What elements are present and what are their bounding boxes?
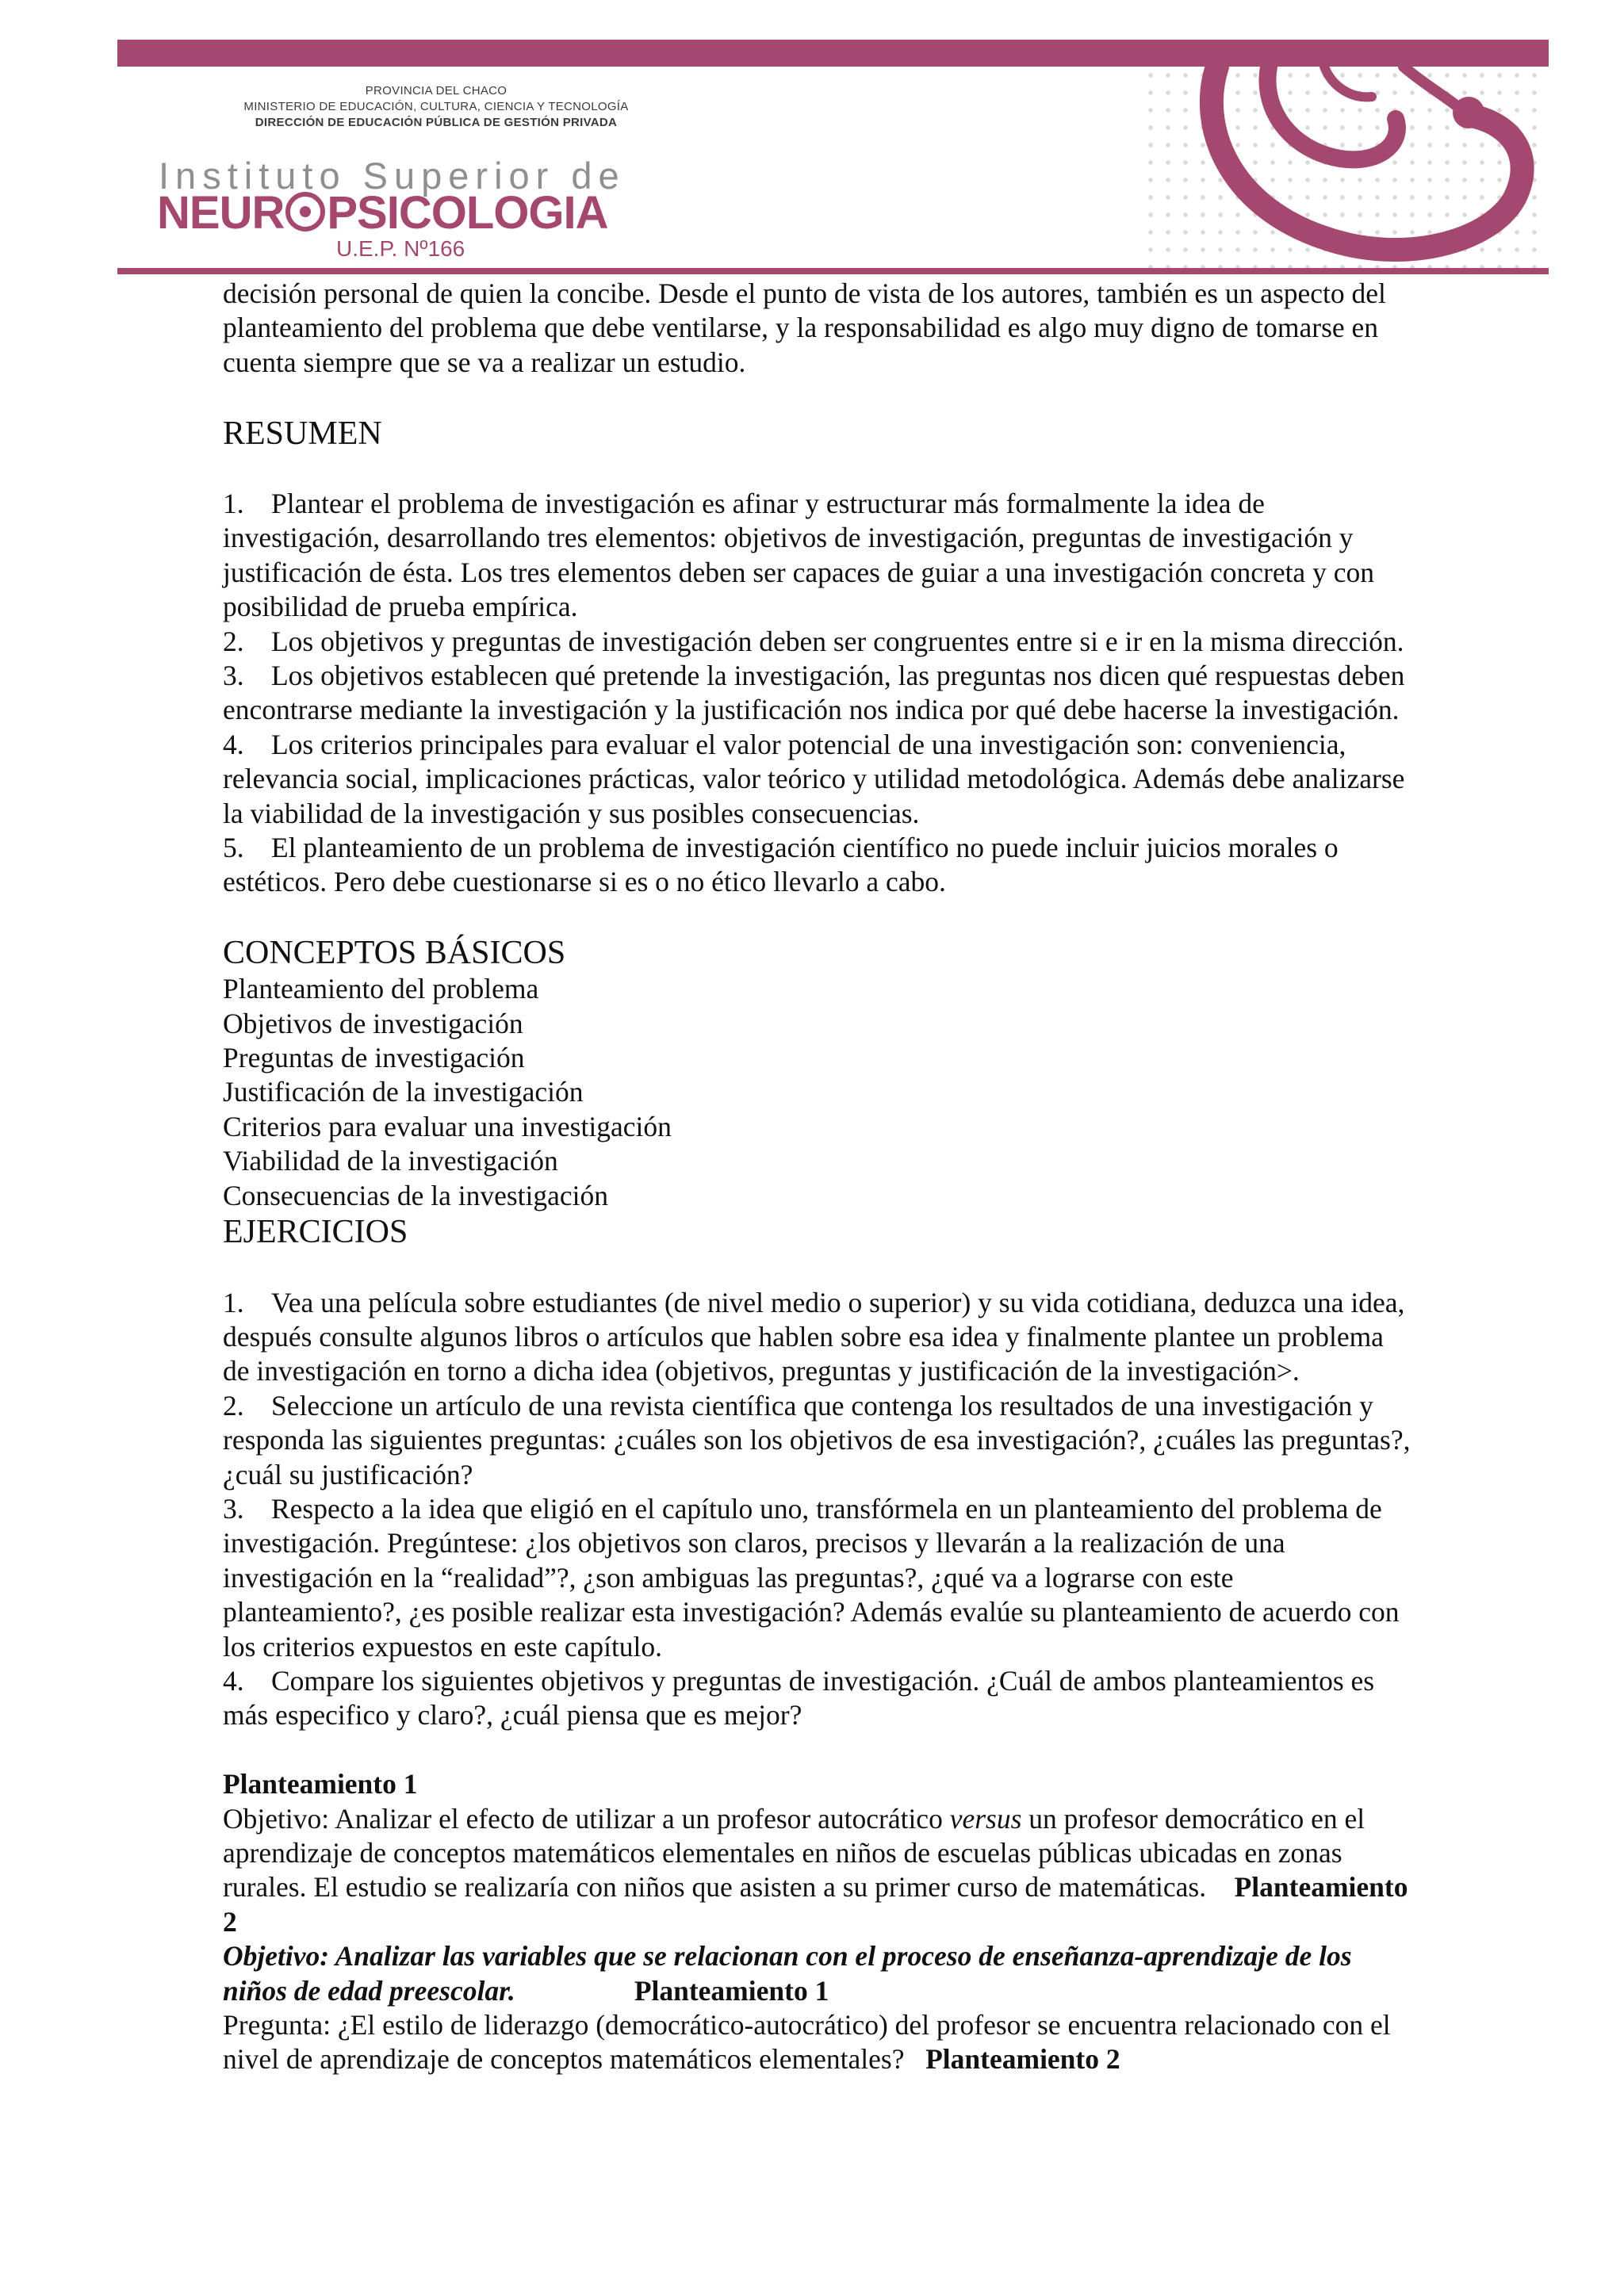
institute-title: Instituto Superior de (159, 155, 626, 197)
list-item: Objetivos de investigación (223, 1007, 523, 1039)
list-item: Criterios para evaluar una investigación (223, 1110, 672, 1142)
text-line: después consulte algunos libros o artículos que hablen sobre esa idea y finalmente plantee un problema (223, 1320, 1384, 1353)
list-item (223, 831, 1492, 900)
text-line: decisión personal de quien la concibe. Desde el punto de vista de los autores, también es un aspecto del (223, 277, 1386, 309)
text-line: encontrarse mediante la investigación y la justificación nos indica por qué debe hacerse la investigación. (223, 694, 1400, 726)
list-item (223, 625, 1492, 659)
uep-number: U.E.P. Nº166 (336, 236, 465, 261)
text-line: más especifico y claro?, ¿cuál piensa que es mejor? (223, 1699, 802, 1732)
list-item (223, 1664, 1492, 1733)
gov-line-ministry: MINISTERIO DE EDUCACIÓN, CULTURA, CIENCIA Y TECNOLOGÍA (243, 100, 629, 113)
text-line: niños de edad preescolar. Planteamiento 1 (223, 1974, 829, 2007)
text-line: 1. Plantear el problema de investigación es afinar y estructurar más formalmente la idea de (223, 487, 1492, 521)
list-item (223, 1492, 1492, 1664)
text-line: aprendizaje de conceptos matemáticos elementales en niños de escuelas públicas ubicadas en zonas (223, 1836, 1342, 1869)
text-line: relevancia social, implicaciones prácticas, valor teórico y utilidad metodológica. Además debe analizarse (223, 763, 1405, 795)
list-item: Consecuencias de la investigación (223, 1179, 608, 1211)
brain-logo-icon (1142, 40, 1549, 274)
header-bottom-band (117, 268, 1549, 274)
item-number: 3. (223, 660, 244, 692)
planteamiento-heading: Planteamiento 1 (223, 1768, 418, 1800)
list-item (223, 659, 1492, 728)
text-line: 2. Seleccione un artículo de una revista científica que contenga los resultados de una investigación y (223, 1389, 1492, 1423)
list-item (223, 1286, 1492, 1389)
list-item: Preguntas de investigación (223, 1042, 525, 1074)
planteamientos-section (223, 1767, 1492, 2077)
item-number: 5. (223, 832, 244, 864)
text-line: la viabilidad de la investigación y sus posibles consecuencias. (223, 797, 920, 829)
ejercicios-heading: EJERCICIOS (223, 1214, 408, 1251)
text-line: Pregunta: ¿El estilo de liderazgo (democrático-autocrático) del profesor se encuentra relacionado con el (223, 2009, 1391, 2042)
text-line: posibilidad de prueba empírica. (223, 591, 578, 623)
conceptos-list (223, 972, 1492, 1213)
text-line: responda las siguientes preguntas: ¿cuáles son los objetivos de esa investigación?, ¿cuáles las preguntas?, (223, 1424, 1411, 1456)
item-number: 4. (223, 728, 244, 760)
brand-part-2: PSICOLOGIA (327, 187, 608, 239)
text-line: investigación en la “realidad”?, ¿son ambiguas las preguntas?, ¿qué va a lograrse con este (223, 1561, 1234, 1594)
item-number: 2. (223, 1389, 244, 1422)
ejercicios-list (223, 1286, 1492, 1733)
conceptos-heading: CONCEPTOS BÁSICOS (223, 935, 566, 972)
gov-line-province: PROVINCIA DEL CHACO (365, 84, 508, 98)
text-line: 2. Los objetivos y preguntas de investigación deben ser congruentes entre si e ir en la misma dirección. (223, 625, 1492, 659)
text-line: planteamiento del problema que debe ventilarse, y la responsabilidad es algo muy digno de tomarse en (223, 312, 1379, 344)
brand-wordmark (157, 189, 608, 238)
text-line: justificación de ésta. Los tres elementos deben ser capaces de guiar a una investigación concreta y con (223, 556, 1374, 588)
text-line: Objetivo: Analizar el efecto de utilizar a un profesor autocrático versus un profesor democrático en el (223, 1802, 1365, 1835)
text-line: Objetivo: Analizar las variables que se relacionan con el proceso de enseñanza-aprendizaje de los (223, 1940, 1352, 1973)
text-line: 2 (223, 1905, 237, 1938)
text-line: rurales. El estudio se realizaría con niños que asisten a su primer curso de matemáticas. Planteamiento (223, 1871, 1408, 1904)
item-number: 4. (223, 1664, 244, 1697)
list-item: Viabilidad de la investigación (223, 1145, 558, 1177)
text-line: nivel de aprendizaje de conceptos matemáticos elementales? Planteamiento 2 (223, 2043, 1120, 2076)
text-line: de investigación en torno a dicha idea (objetivos, preguntas y justificación de la investigación>. (223, 1355, 1300, 1387)
item-number: 1. (223, 488, 244, 519)
text-line: 4. Compare los siguientes objetivos y preguntas de investigación. ¿Cuál de ambos planteamientos es (223, 1664, 1492, 1698)
item-number: 1. (223, 1286, 244, 1318)
text-line: ¿cuál su justificación? (223, 1458, 473, 1490)
resumen-heading: RESUMEN (223, 415, 382, 452)
text-line: investigación. Pregúntese: ¿los objetivos son claros, precisos y llevarán a la realización de una (223, 1527, 1285, 1559)
text-line: 1. Vea una película sobre estudiantes (de nivel medio o superior) y su vida cotidiana, deduzca una idea, (223, 1286, 1492, 1320)
text-line: 3. Los objetivos establecen qué pretende la investigación, las preguntas nos dicen qué respuestas deben (223, 659, 1492, 693)
list-item: Planteamiento del problema (223, 973, 539, 1005)
list-item (223, 487, 1492, 625)
list-item: Justificación de la investigación (223, 1076, 584, 1108)
item-number: 2. (223, 625, 244, 657)
text-line: investigación, desarrollando tres elementos: objetivos de investigación, preguntas de investigación y (223, 522, 1354, 554)
text-line: los criterios expuestos en este capítulo. (223, 1630, 663, 1663)
intro-paragraph (223, 277, 1492, 380)
list-item (223, 1389, 1492, 1492)
brand-part-1: NEUR (157, 187, 285, 239)
document-body (223, 277, 1492, 2077)
list-item (223, 728, 1492, 831)
text-line: 3. Respecto a la idea que eligió en el capítulo uno, transfórmela en un planteamiento del problema de (223, 1492, 1492, 1526)
item-number: 3. (223, 1492, 244, 1525)
text-line: 4. Los criterios principales para evaluar el valor potencial de una investigación son: conveniencia, (223, 728, 1492, 762)
gov-line-direction: DIRECCIÓN DE EDUCACIÓN PÚBLICA DE GESTIÓN PRIVADA (255, 116, 618, 129)
text-line: estéticos. Pero debe cuestionarse si es o no ético llevarlo a cabo. (223, 866, 946, 898)
text-line: 5. El planteamiento de un problema de investigación científico no puede incluir juicios morales o (223, 831, 1492, 865)
resumen-list (223, 487, 1492, 900)
brand-circle-icon (285, 192, 325, 232)
text-line: cuenta siempre que se va a realizar un estudio. (223, 346, 746, 378)
text-line: planteamiento?, ¿es posible realizar esta investigación? Además evalúe su planteamiento de acuerdo con (223, 1596, 1400, 1628)
